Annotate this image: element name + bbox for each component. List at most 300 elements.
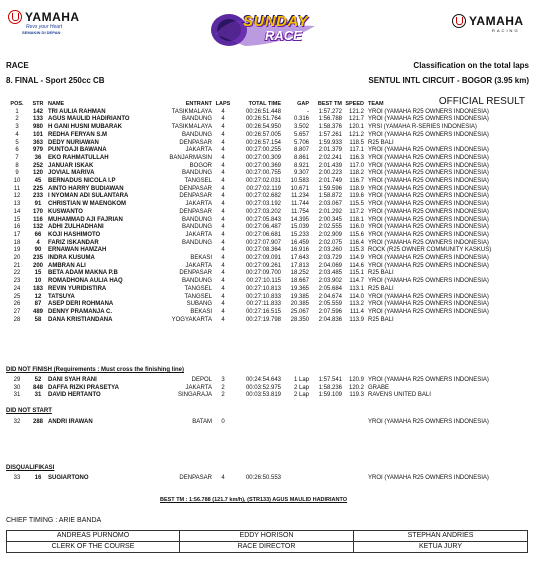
cell-speed: 113.1 xyxy=(349,285,364,292)
cell-best-tm: 1:59.109 xyxy=(318,392,342,399)
cell-gap: 17.813 xyxy=(290,262,309,269)
cell-total-time: 00:27:00.309 xyxy=(245,154,281,161)
cell-pos: 3 xyxy=(15,124,19,131)
cell-pos: 11 xyxy=(13,185,21,192)
cell-laps: 4 xyxy=(221,170,225,177)
cell-total-time: 00:27:03.192 xyxy=(245,201,281,208)
cell-name: SUGIARTONO xyxy=(48,475,89,481)
cell-pos: 12 xyxy=(13,193,21,200)
cell-pos: 10 xyxy=(13,178,21,185)
cell-str: 12 xyxy=(34,293,42,300)
cell-gap: 9.307 xyxy=(293,170,309,177)
cell-team: ROCK (R25 OWNER COMMUNITY KASKUS) xyxy=(368,247,492,254)
cell-best-tm: 2:04.674 xyxy=(318,293,342,300)
cell-speed: 116.4 xyxy=(349,239,364,246)
cell-name: FARIZ ISKANDAR xyxy=(48,239,99,246)
cell-str: 980 xyxy=(32,124,43,131)
col-header-total-time: TOTAL TIME xyxy=(248,101,281,107)
cell-str: 10 xyxy=(34,278,42,285)
cell-total-time: 00:27:06.681 xyxy=(245,231,281,238)
signature-name: ANDREAS PURNOMO xyxy=(56,532,130,539)
cell-speed: 114.7 xyxy=(349,278,364,285)
cell-speed: 116.3 xyxy=(349,154,364,161)
cell-total-time: 00:27:00.255 xyxy=(245,147,281,154)
table-row xyxy=(6,385,526,393)
table-row xyxy=(6,132,526,140)
cell-gap: 10.671 xyxy=(290,185,309,192)
cell-gap: 15.233 xyxy=(290,231,309,238)
cell-gap: 11.744 xyxy=(291,201,309,208)
cell-name: ROMADHONA AULIA HAQ xyxy=(48,278,123,285)
cell-str: 848 xyxy=(32,384,43,391)
cell-best-tm: 2:02.241 xyxy=(318,154,342,161)
cell-pos: 6 xyxy=(15,147,19,154)
cell-best-tm: 1:59.933 xyxy=(318,139,342,146)
cell-team: YROI (YAMAHA R25 OWNERS INDONESIA) xyxy=(368,239,489,246)
yamaha-racing-icon xyxy=(452,14,466,28)
cell-str: 133 xyxy=(32,116,43,123)
cell-name: INDRA KUSUMA xyxy=(48,255,95,262)
cell-laps: 4 xyxy=(221,178,225,185)
col-header-laps: LAPS xyxy=(215,101,231,107)
cell-gap: 2 Lap xyxy=(293,392,309,399)
cell-str: 87 xyxy=(34,301,42,308)
cell-name: DANI SYAH RANI xyxy=(48,377,97,383)
cell-gap: 19.365 xyxy=(290,285,309,292)
cell-best-tm: 2:00.345 xyxy=(318,216,342,223)
cell-team: YROI (YAMAHA R25 OWNERS INDONESIA) xyxy=(368,216,489,223)
cell-best-tm: 2:01.749 xyxy=(318,178,342,185)
cell-str: 235 xyxy=(32,255,43,262)
cell-best-tm: 2:02.075 xyxy=(318,239,342,246)
cell-entrant: DENPASAR xyxy=(179,208,212,215)
cell-total-time: 00:27:19.798 xyxy=(245,316,281,323)
cell-team: YROI (YAMAHA R25 OWNERS INDONESIA) xyxy=(368,419,489,425)
dns-title: DID NOT START xyxy=(6,408,52,414)
table-row xyxy=(6,155,526,163)
cell-best-tm xyxy=(309,419,342,427)
cell-laps: 4 xyxy=(221,316,225,323)
cell-str: 142 xyxy=(32,108,43,115)
yamaha-racing-wordmark: YAMAHA xyxy=(469,14,524,28)
cell-pos: 5 xyxy=(15,139,19,146)
signature-role: RACE DIRECTOR xyxy=(180,541,353,552)
cell-speed: 114.0 xyxy=(349,293,364,300)
table-row xyxy=(6,209,526,217)
cell-entrant: BANDUNG xyxy=(181,278,212,285)
cell-name: TATSUYA xyxy=(48,293,75,300)
cell-laps: 4 xyxy=(221,201,225,208)
cell-best-tm: 2:04.836 xyxy=(318,316,342,323)
cell-speed: 118.2 xyxy=(349,170,364,177)
signature-name: STEPHAN ANDRIES xyxy=(407,532,474,539)
cell-pos: 24 xyxy=(13,285,21,292)
cell-entrant: BANDUNG xyxy=(181,116,212,123)
cell-laps: 4 xyxy=(221,231,225,238)
cell-team: YROI (YAMAHA R25 OWNERS INDONESIA) xyxy=(368,278,489,285)
cell-pos: 20 xyxy=(13,255,21,262)
cell-total-time: 00:27:02.031 xyxy=(245,178,281,185)
cell-team: YROI (YAMAHA R25 OWNERS INDONESIA) xyxy=(368,193,489,200)
cell-best-tm: 2:02.555 xyxy=(318,224,342,231)
cell-best-tm: 2:05.559 xyxy=(318,301,342,308)
cell-speed: 115.6 xyxy=(349,231,364,238)
table-row xyxy=(6,309,526,317)
results-table xyxy=(6,101,526,324)
cell-entrant: YOGYAKARTA xyxy=(171,316,212,323)
cell-pos: 26 xyxy=(13,301,21,308)
cell-laps: 0 xyxy=(221,419,225,425)
cell-team: YROI (YAMAHA R25 OWNERS INDONESIA) xyxy=(368,185,489,192)
cell-laps: 4 xyxy=(221,216,225,223)
cell-laps: 3 xyxy=(221,377,225,383)
cell-str: 16 xyxy=(34,475,42,481)
cell-name: AGUS MAULID HADIRIANTO xyxy=(48,116,130,123)
event-title: 8. FINAL - Sport 250cc CB xyxy=(6,76,105,85)
cell-team: YROI (YAMAHA R25 OWNERS INDONESIA) xyxy=(368,293,489,300)
cell-str: 58 xyxy=(34,316,42,323)
table-header-row xyxy=(6,101,526,109)
cell-laps: 4 xyxy=(221,154,225,161)
cell-entrant: JAKARTA xyxy=(185,384,212,391)
cell-pos: 14 xyxy=(13,208,21,215)
cell-name: JOVIAL MARIVA xyxy=(48,170,95,177)
col-header-entrant: ENTRANT xyxy=(185,101,212,107)
cell-str: 4 xyxy=(36,239,40,246)
cell-entrant: BANDUNG xyxy=(181,131,212,138)
cell-str: 200 xyxy=(32,262,43,269)
cell-pos: 31 xyxy=(13,392,21,399)
cell-laps: 4 xyxy=(221,116,225,123)
cell-laps: 4 xyxy=(221,293,225,300)
cell-total-time: 00:27:10.115 xyxy=(246,278,281,285)
cell-laps: 4 xyxy=(221,193,225,200)
cell-entrant: BANDUNG xyxy=(181,216,212,223)
cell-entrant: DENPASAR xyxy=(179,475,212,481)
cell-team: YROI (YAMAHA R25 OWNERS INDONESIA) xyxy=(368,170,489,177)
cell-speed: 115.1 xyxy=(349,270,364,277)
cell-entrant: JAKARTA xyxy=(185,231,212,238)
table-row xyxy=(6,201,526,209)
cell-best-tm xyxy=(309,475,342,483)
cell-str: 52 xyxy=(34,377,42,383)
cell-speed: 117.1 xyxy=(349,147,364,154)
cell-name: BERNADUS NICOLA I.P xyxy=(48,178,116,185)
cell-total-time: 00:27:05.843 xyxy=(245,216,281,223)
cell-gap: 8.921 xyxy=(293,162,309,169)
cell-name: KUSWANTO xyxy=(48,208,83,215)
cell-best-tm: 2:03.485 xyxy=(318,270,342,277)
col-header-gap: GAP xyxy=(297,101,309,107)
table-row xyxy=(6,217,526,225)
cell-str: 45 xyxy=(34,178,42,185)
cell-str: 979 xyxy=(32,147,43,154)
signature-jury xyxy=(354,530,528,553)
cell-name: DAFFA RIZKI PRASETYA xyxy=(48,384,119,391)
yamaha-tagline: Revs your Heart xyxy=(26,24,63,30)
table-row xyxy=(6,286,526,294)
yamaha-wordmark: YAMAHA xyxy=(25,10,80,24)
cell-name: MUHAMMAD AJI FAJRIAN xyxy=(48,216,123,223)
cell-name: DANA KRISTIANDANA xyxy=(48,316,113,323)
cell-laps: 4 xyxy=(221,308,225,315)
table-row xyxy=(6,475,526,483)
cell-best-tm: 2:01.439 xyxy=(318,162,342,169)
cell-team: R25 BALI xyxy=(368,285,394,292)
cell-best-tm: 2:01.292 xyxy=(318,208,342,215)
cell-laps: 2 xyxy=(221,384,225,391)
cell-entrant: DENPASAR xyxy=(179,270,212,277)
cell-total-time: 00:27:00.369 xyxy=(245,162,281,169)
cell-gap: 11.754 xyxy=(291,208,309,215)
table-row xyxy=(6,163,526,171)
cell-total-time: 00:03:52.975 xyxy=(245,384,281,391)
cell-best-tm: 1:58.872 xyxy=(318,193,342,200)
cell-laps: 4 xyxy=(221,475,225,481)
cell-speed: 119.3 xyxy=(349,392,364,399)
cell-team: YROI (YAMAHA R25 OWNERS INDONESIA) xyxy=(368,147,489,154)
cell-team: YROI (YAMAHA R25 OWNERS INDONESIA) xyxy=(368,162,489,169)
cell-total-time: 00:27:07.907 xyxy=(245,239,281,246)
cell-str: 363 xyxy=(32,139,43,146)
cell-speed: 115.3 xyxy=(349,247,364,254)
table-row xyxy=(6,178,526,186)
cell-laps: 4 xyxy=(221,239,225,246)
cell-speed: 117.2 xyxy=(349,208,364,215)
cell-entrant: TANGSEL xyxy=(184,285,212,292)
table-row xyxy=(6,224,526,232)
cell-best-tm: 1:56.788 xyxy=(318,116,342,123)
cell-speed: 121.7 xyxy=(348,116,364,123)
cell-name: DAVID HERTANTO xyxy=(48,392,101,399)
cell-entrant: DENPASAR xyxy=(179,139,212,146)
cell-gap xyxy=(281,475,309,483)
cell-str: 183 xyxy=(32,285,43,292)
table-row xyxy=(6,278,526,286)
cell-team: YROI (YAMAHA R25 OWNERS INDONESIA) xyxy=(368,131,489,138)
cell-team: R25 BALI xyxy=(368,139,394,146)
table-row xyxy=(6,317,526,325)
cell-total-time: 00:26:51.764 xyxy=(245,116,281,123)
table-row xyxy=(6,170,526,178)
cell-name: JANUAR ISKAK xyxy=(48,162,94,169)
col-header-pos: POS. xyxy=(10,101,24,107)
cell-team: YROI (YAMAHA R25 OWNERS INDONESIA) xyxy=(368,116,489,123)
cell-best-tm: 2:07.596 xyxy=(318,308,342,315)
cell-entrant: DENPASAR xyxy=(179,193,212,200)
cell-best-tm: 1:58.376 xyxy=(318,124,342,131)
table-row xyxy=(6,377,526,385)
classification-label: Classification on the total laps xyxy=(413,61,529,70)
cell-name: CHRISTIAN W MAENGKOM xyxy=(48,201,126,208)
cell-pos: 2 xyxy=(15,116,19,123)
cell-gap: 5.657 xyxy=(293,131,309,138)
cell-str: 132 xyxy=(32,224,43,231)
table-row xyxy=(6,419,526,427)
dns-table xyxy=(6,419,526,427)
table-row xyxy=(6,147,526,155)
cell-name: PUNTOAJI BAWANA xyxy=(48,147,107,154)
cell-total-time: 00:27:09.261 xyxy=(245,262,281,269)
yamaha-racing-logo xyxy=(452,14,524,33)
cell-pos: 9 xyxy=(15,170,19,177)
cell-speed: 111.4 xyxy=(349,308,364,315)
cell-name: I NYOMAN ADI SULANTARA xyxy=(48,193,129,200)
table-row xyxy=(6,240,526,248)
cell-pos: 32 xyxy=(13,419,21,425)
cell-speed: 115.5 xyxy=(349,201,364,208)
cell-speed: 117.0 xyxy=(349,162,364,169)
cell-best-tm: 2:03.729 xyxy=(318,255,342,262)
yamaha-slogan: SEMAKIN DI DEPAN xyxy=(22,30,61,35)
cell-team: YROI (YAMAHA R25 OWNERS INDONESIA) xyxy=(368,178,489,185)
dsq-table xyxy=(6,475,526,483)
cell-entrant: JAKARTA xyxy=(185,262,212,269)
cell-best-tm: 2:00.223 xyxy=(318,170,342,177)
chief-timing: CHIEF TIMING : ARIE BANDA xyxy=(6,517,102,524)
col-header-name: NAME xyxy=(48,101,65,107)
cell-gap: 1 Lap xyxy=(293,377,309,383)
cell-str: 66 xyxy=(34,231,42,238)
cell-entrant: DEPOL xyxy=(191,377,212,383)
cell-speed: 113.9 xyxy=(349,316,364,323)
dsq-title: DISQUALIFIKASI xyxy=(6,465,55,471)
cell-entrant xyxy=(163,247,215,255)
cell-total-time: 00:26:57.005 xyxy=(245,131,281,138)
cell-laps: 4 xyxy=(221,139,225,146)
cell-name: BETA ADAM MAKNA P.B xyxy=(48,270,118,277)
cell-entrant: TANGSEL xyxy=(184,293,212,300)
cell-total-time: 00:27:08.364 xyxy=(245,247,281,254)
cell-laps: 4 xyxy=(221,185,225,192)
cell-total-time: 00:27:16.515 xyxy=(245,308,281,315)
cell-total-time: 00:27:02.119 xyxy=(246,185,281,192)
cell-str: 233 xyxy=(32,193,43,200)
table-row xyxy=(6,109,526,117)
signature-role: KETUA JURY xyxy=(354,541,527,552)
cell-laps: 4 xyxy=(221,124,225,131)
cell-speed: 118.1 xyxy=(349,216,364,223)
cell-name: AINTO HARRY BUDIAWAN xyxy=(48,185,124,192)
circuit-label: SENTUL INTL CIRCUIT - BOGOR (3.95 km) xyxy=(368,76,529,85)
cell-total-time: 00:27:10.833 xyxy=(245,293,281,300)
cell-laps: 4 xyxy=(221,224,225,231)
cell-pos: 23 xyxy=(13,278,21,285)
cell-best-tm: 2:01.379 xyxy=(318,147,342,154)
cell-entrant: BOGOR xyxy=(189,162,212,169)
cell-gap: 3.502 xyxy=(293,124,309,131)
table-row xyxy=(6,116,526,124)
cell-best-tm: 2:03.902 xyxy=(318,278,342,285)
cell-str: 489 xyxy=(32,308,43,315)
col-header-speed: SPEED xyxy=(345,101,364,107)
cell-best-tm: 1:58.236 xyxy=(318,384,342,391)
cell-pos: 7 xyxy=(15,154,19,161)
cell-laps: 4 xyxy=(221,278,225,285)
cell-pos: 19 xyxy=(13,247,21,254)
cell-gap: 10.583 xyxy=(290,178,309,185)
cell-speed: 118.9 xyxy=(349,185,364,192)
cell-laps: 4 xyxy=(221,301,225,308)
cell-speed: 114.9 xyxy=(349,255,364,262)
cell-team: YROI (YAMAHA R25 OWNERS INDONESIA) xyxy=(368,208,489,215)
cell-str: 120 xyxy=(32,170,43,177)
cell-str: 252 xyxy=(32,162,43,169)
cell-name: REVIN YURIDISTIRA xyxy=(48,285,107,292)
best-time-line: BEST TM : 1:56.788 (121.7 km/h), (STR133) AGUS MAULID HADIRIANTO xyxy=(160,497,348,503)
cell-name: AMBRAN ALI xyxy=(48,262,86,269)
cell-gap: 0.316 xyxy=(293,116,309,123)
cell-speed: 116.0 xyxy=(349,224,364,231)
cell-laps: 4 xyxy=(221,262,225,269)
cell-team: YROI (YAMAHA R25 OWNERS INDONESIA) xyxy=(368,475,489,481)
cell-team: YROI (YAMAHA R25 OWNERS INDONESIA) xyxy=(368,224,489,231)
cell-str: 36 xyxy=(34,154,42,161)
logo-line-1: SUNDAY xyxy=(243,13,309,30)
cell-str: 91 xyxy=(34,201,42,208)
cell-laps: 4 xyxy=(221,131,225,138)
table-row xyxy=(6,140,526,148)
cell-team: YROI (YAMAHA R25 OWNERS INDONESIA) xyxy=(368,377,489,383)
cell-pos: 21 xyxy=(13,262,21,269)
cell-gap: 18.667 xyxy=(290,278,309,285)
cell-gap: 25.067 xyxy=(290,308,309,315)
cell-best-tm: 2:05.684 xyxy=(318,285,342,292)
cell-total-time: 00:27:09.700 xyxy=(245,270,281,277)
racing-label: RACING xyxy=(492,28,520,33)
dnf-table xyxy=(6,377,526,400)
cell-gap: 19.385 xyxy=(290,293,309,300)
cell-name: ANDRI IRAWAN xyxy=(48,419,93,425)
cell-total-time: 00:26:57.154 xyxy=(245,139,281,146)
cell-best-tm: 2:02.909 xyxy=(318,231,342,238)
cell-name: ADHI ZULHADHANI xyxy=(48,224,104,231)
cell-entrant: JAKARTA xyxy=(185,147,212,154)
signature-director xyxy=(180,530,354,553)
cell-best-tm: 2:03.260 xyxy=(318,247,342,254)
cell-pos: 22 xyxy=(13,270,21,277)
cell-gap: 16.459 xyxy=(290,239,309,246)
cell-total-time: 00:26:54.950 xyxy=(245,124,281,131)
cell-str: 116 xyxy=(33,216,43,223)
cell-entrant: BANDUNG xyxy=(181,224,212,231)
yamaha-left-logo xyxy=(8,10,80,35)
cell-team: YROI (YAMAHA R25 OWNERS INDONESIA) xyxy=(368,154,489,161)
cell-name: DEDY NURIAWAN xyxy=(48,139,99,146)
table-row xyxy=(6,247,526,255)
cell-gap: 16.916 xyxy=(290,247,309,254)
cell-team: YROI (YAMAHA R25 OWNERS INDONESIA) xyxy=(368,308,489,315)
cell-gap: 5.706 xyxy=(293,139,309,146)
cell-best-tm: 1:57.261 xyxy=(318,131,342,138)
cell-entrant: BEKASI xyxy=(190,308,212,315)
logo-line-2: RACE xyxy=(265,28,302,43)
cell-pos: 1 xyxy=(15,108,19,115)
cell-gap: 8.807 xyxy=(293,147,309,154)
cell-pos: 13 xyxy=(13,201,21,208)
cell-total-time: 00:27:00.755 xyxy=(245,170,281,177)
cell-team: YROI (YAMAHA R25 OWNERS INDONESIA) xyxy=(368,108,489,115)
cell-best-tm: 1:57.541 xyxy=(318,377,342,383)
cell-gap: 20.385 xyxy=(290,301,309,308)
cell-name: DENNY PRAMANJA C. xyxy=(48,308,113,315)
cell-laps: 4 xyxy=(221,108,225,115)
table-row xyxy=(6,232,526,240)
cell-pos: 28 xyxy=(13,316,21,323)
cell-speed: 120.9 xyxy=(348,377,364,383)
cell-str: 15 xyxy=(34,270,42,277)
cell-laps: 4 xyxy=(221,147,225,154)
